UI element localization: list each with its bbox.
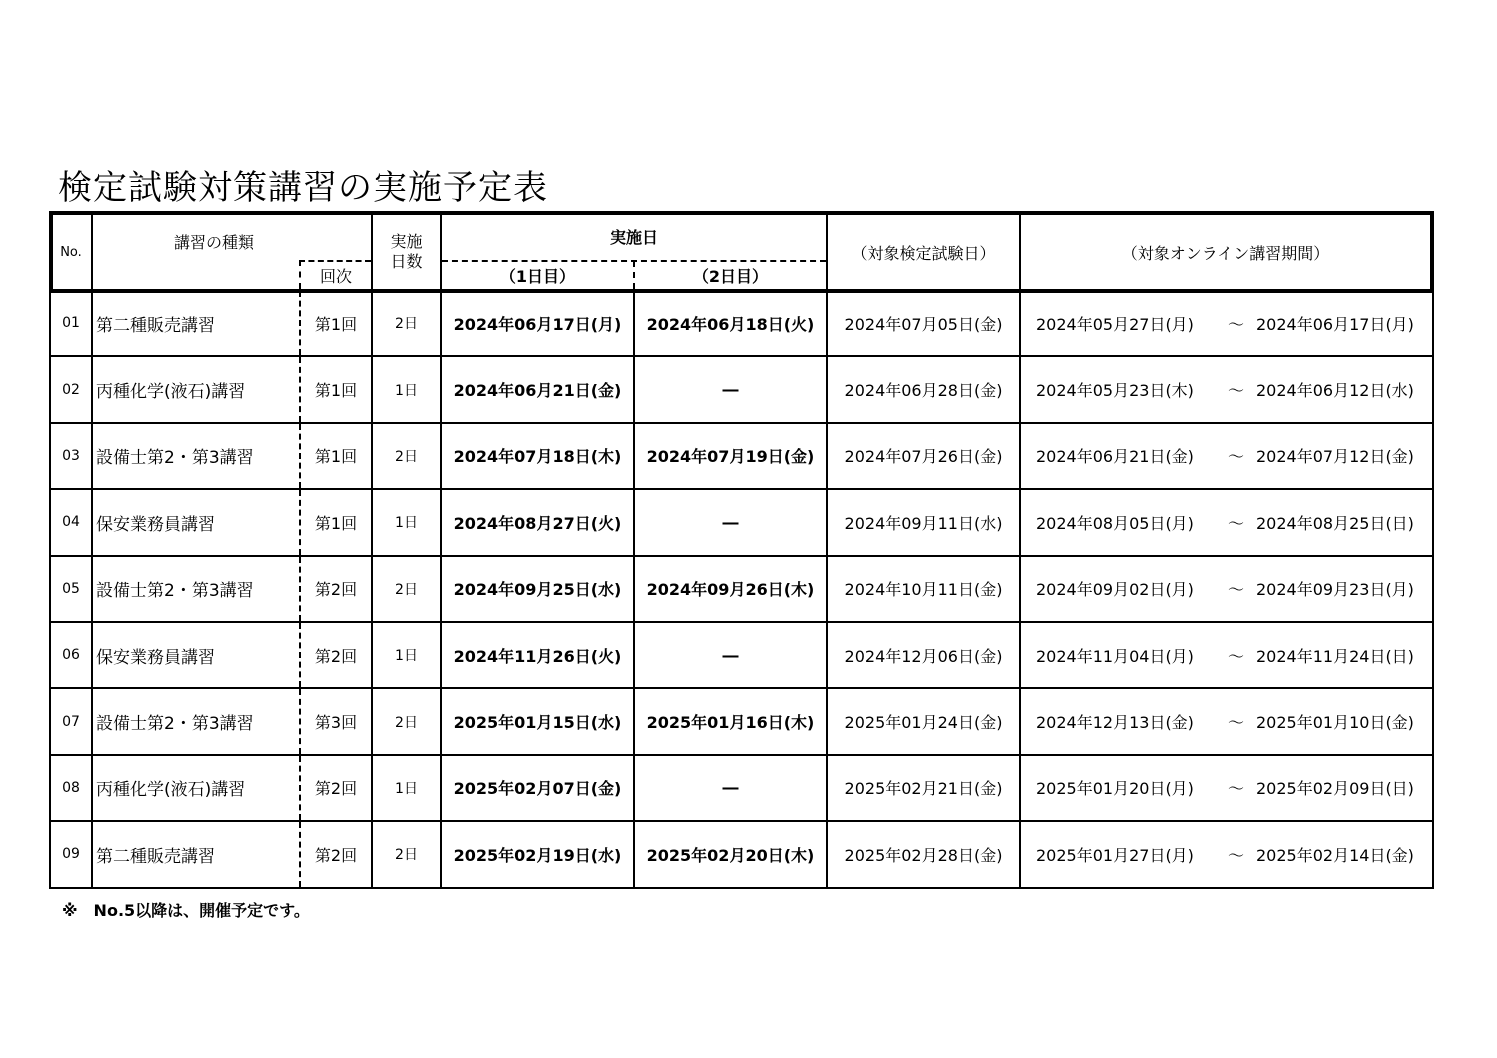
cell-day2: ― <box>722 380 739 400</box>
cell-round: 第1回 <box>314 314 358 334</box>
cell-online-tilde: ～ <box>1227 314 1244 334</box>
cell-online-tilde: ～ <box>1227 381 1244 401</box>
cell-online-from: 2024年12月13日(金) <box>1036 713 1194 733</box>
header-exam-date: （対象検定試験日） <box>851 243 996 263</box>
table-row <box>49 490 1434 556</box>
cell-days: 2日 <box>395 581 418 598</box>
cell-days: 2日 <box>395 316 418 333</box>
cell-online-to: 2025年02月14日(金) <box>1256 845 1414 865</box>
header-days-line2: 日数 <box>390 252 423 271</box>
page-title: 検定試験対策講習の実施予定表 <box>58 168 548 208</box>
table-row <box>49 424 1434 490</box>
table-row <box>49 689 1434 755</box>
cell-no: 06 <box>62 647 80 664</box>
cell-online-from: 2024年05月23日(木) <box>1036 381 1194 401</box>
cell-course-type: 保安業務員講習 <box>96 647 215 668</box>
cell-exam-date: 2024年12月06日(金) <box>844 646 1003 666</box>
cell-online-to: 2024年09月23日(月) <box>1256 580 1414 600</box>
cell-online-from: 2024年08月05日(月) <box>1036 513 1194 533</box>
cell-day1: 2024年11月26日(火) <box>453 646 622 666</box>
table-row <box>49 623 1434 689</box>
cell-day1: 2025年02月07日(金) <box>453 779 622 799</box>
table-row <box>49 557 1434 623</box>
header-day2: （2日目） <box>692 267 769 286</box>
cell-days: 1日 <box>395 780 418 797</box>
table-row <box>49 357 1434 423</box>
cell-days: 1日 <box>395 382 418 399</box>
cell-course-type: 設備士第2・第3講習 <box>96 714 254 735</box>
cell-day2: ― <box>722 512 739 532</box>
cell-round: 第1回 <box>314 447 358 467</box>
cell-online-from: 2024年09月02日(月) <box>1036 580 1194 600</box>
header-course-type: 講習の種類 <box>173 232 254 252</box>
header-days-line1: 実施 <box>390 232 423 251</box>
cell-day1: 2024年09月25日(水) <box>453 580 622 600</box>
cell-round: 第2回 <box>314 580 358 600</box>
cell-course-type: 第二種販売講習 <box>96 846 215 867</box>
cell-day2: ― <box>722 778 739 798</box>
cell-online-from: 2025年01月20日(月) <box>1036 779 1194 799</box>
cell-no: 05 <box>62 580 80 597</box>
cell-course-type: 丙種化学(液石)講習 <box>96 382 246 403</box>
cell-online-from: 2024年06月21日(金) <box>1036 447 1194 467</box>
header-no: No. <box>60 244 82 260</box>
cell-course-type: 丙種化学(液石)講習 <box>96 780 246 801</box>
cell-exam-date: 2024年09月11日(水) <box>844 513 1003 533</box>
cell-online-to: 2024年07月12日(金) <box>1256 447 1414 467</box>
cell-course-type: 設備士第2・第3講習 <box>96 581 254 602</box>
cell-online-tilde: ～ <box>1227 580 1244 600</box>
cell-days: 1日 <box>395 648 418 665</box>
cell-no: 08 <box>62 779 80 796</box>
cell-exam-date: 2024年06月28日(金) <box>844 381 1003 401</box>
header-days <box>373 215 440 289</box>
cell-exam-date: 2025年01月24日(金) <box>844 713 1003 733</box>
cell-exam-date: 2024年07月05日(金) <box>844 314 1003 334</box>
cell-day1: 2025年01月15日(水) <box>453 713 622 733</box>
cell-day1: 2024年08月27日(火) <box>453 513 622 533</box>
cell-days: 2日 <box>395 847 418 864</box>
cell-online-to: 2025年02月09日(日) <box>1256 779 1414 799</box>
cell-round: 第2回 <box>314 845 358 865</box>
cell-day1: 2024年06月17日(月) <box>453 314 622 334</box>
cell-online-tilde: ～ <box>1227 513 1244 533</box>
cell-online-to: 2024年11月24日(日) <box>1256 646 1414 666</box>
cell-days: 1日 <box>395 515 418 532</box>
cell-day1: 2024年07月18日(木) <box>453 447 622 467</box>
cell-exam-date: 2024年10月11日(金) <box>844 580 1003 600</box>
cell-day2: 2024年09月26日(木) <box>646 580 815 600</box>
cell-no: 07 <box>62 713 80 730</box>
cell-course-type: 設備士第2・第3講習 <box>96 448 254 469</box>
cell-course-type: 第二種販売講習 <box>96 315 215 336</box>
cell-exam-date: 2024年07月26日(金) <box>844 447 1003 467</box>
cell-day1: 2025年02月19日(水) <box>453 845 622 865</box>
cell-no: 03 <box>62 447 80 464</box>
cell-online-tilde: ～ <box>1227 845 1244 865</box>
cell-online-from: 2024年05月27日(月) <box>1036 314 1194 334</box>
cell-day2: ― <box>722 645 739 665</box>
header-round: 回次 <box>319 267 352 286</box>
cell-online-to: 2025年01月10日(金) <box>1256 713 1414 733</box>
cell-no: 09 <box>62 846 80 863</box>
cell-round: 第2回 <box>314 779 358 799</box>
header-day1: （1日目） <box>499 267 576 286</box>
cell-online-tilde: ～ <box>1227 779 1244 799</box>
cell-online-tilde: ～ <box>1227 713 1244 733</box>
cell-exam-date: 2025年02月21日(金) <box>844 779 1003 799</box>
cell-online-to: 2024年06月17日(月) <box>1256 314 1414 334</box>
cell-day2: 2025年02月20日(木) <box>646 845 815 865</box>
cell-course-type: 保安業務員講習 <box>96 514 215 535</box>
table-row <box>49 291 1434 357</box>
cell-online-from: 2024年11月04日(月) <box>1036 646 1194 666</box>
header-date: 実施日 <box>609 227 658 247</box>
cell-days: 2日 <box>395 448 418 465</box>
cell-round: 第1回 <box>314 381 358 401</box>
cell-round: 第2回 <box>314 646 358 666</box>
header-online-period: （対象オンライン講習期間） <box>1121 243 1330 263</box>
table-row <box>49 822 1434 888</box>
cell-no: 04 <box>62 514 80 531</box>
cell-exam-date: 2025年02月28日(金) <box>844 845 1003 865</box>
table-body <box>49 291 1434 889</box>
footnote: ※ No.5以降は、開催予定です。 <box>62 901 310 920</box>
cell-online-tilde: ～ <box>1227 646 1244 666</box>
table-header <box>49 211 1434 293</box>
cell-day2: 2024年06月18日(火) <box>646 314 815 334</box>
cell-no: 01 <box>62 315 80 332</box>
cell-no: 02 <box>62 381 80 398</box>
cell-days: 2日 <box>395 714 418 731</box>
cell-day2: 2025年01月16日(木) <box>646 713 815 733</box>
table-row <box>49 756 1434 822</box>
cell-round: 第3回 <box>314 713 358 733</box>
cell-round: 第1回 <box>314 513 358 533</box>
cell-online-to: 2024年06月12日(水) <box>1256 381 1414 401</box>
cell-online-from: 2025年01月27日(月) <box>1036 845 1194 865</box>
cell-day1: 2024年06月21日(金) <box>453 381 622 401</box>
cell-online-tilde: ～ <box>1227 447 1244 467</box>
cell-online-to: 2024年08月25日(日) <box>1256 513 1414 533</box>
cell-day2: 2024年07月19日(金) <box>646 447 815 467</box>
